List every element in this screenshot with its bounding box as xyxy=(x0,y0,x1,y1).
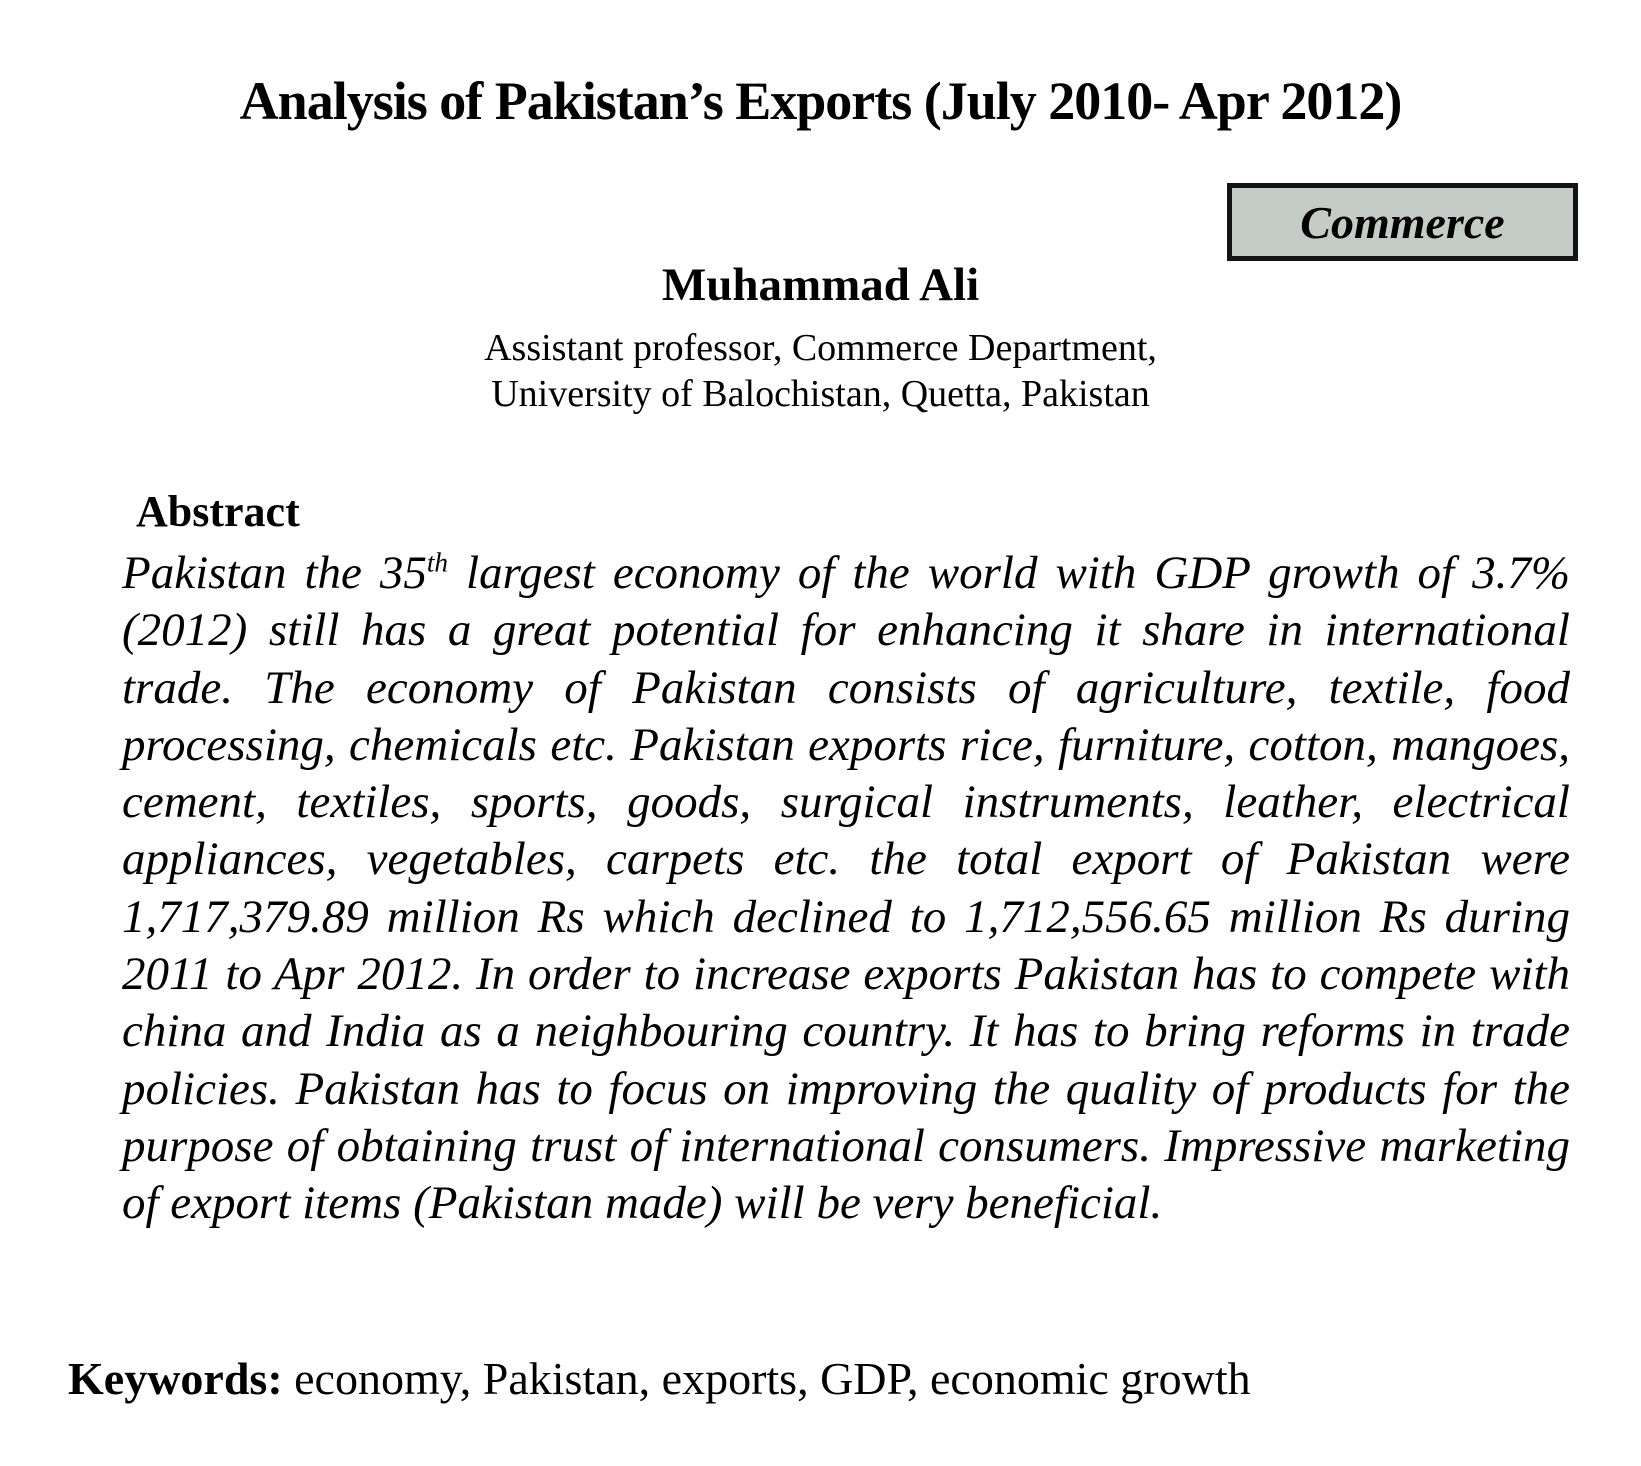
paper-title: Analysis of Pakistan’s Exports (July 2010- Apr 2012) xyxy=(239,71,1402,132)
abstract-paragraph xyxy=(122,545,1570,1233)
keywords-label: Keywords: xyxy=(68,1353,283,1404)
abstract-text-pre: Pakistan the 35 xyxy=(122,547,427,599)
category-badge-label: Commerce xyxy=(1300,196,1505,248)
author-affiliation-line1: Assistant professor, Commerce Department, xyxy=(484,327,1157,369)
abstract-heading: Abstract xyxy=(136,487,300,536)
abstract-text-post: largest economy of the world with GDP growth of 3.7% (2012) still has a great potential for enhancing it share in international trade. The economy of Pakistan consists of agriculture, textile, food processing, chemicals etc. Pakistan exports rice, furniture, cotton, mangoes, cement, textiles, sports, goods, surgical instruments, leather, electrical appliances, vegetables, carpets etc. the total export of Pakistan were 1,717,379.89 million Rs which declined to 1,712,556.65 million Rs during 2011 to Apr 2012. In order to increase exports Pakistan has to compete with china and India as a neighbouring country. It has to bring reforms in trade policies. Pakistan has to focus on improving the quality of products for the purpose of obtaining trust of international consumers. Impressive marketing of export items (Pakistan made) will be very beneficial. xyxy=(122,547,1570,1230)
keywords-line xyxy=(68,1352,1251,1405)
ordinal-superscript: th xyxy=(426,547,449,578)
keywords-text: economy, Pakistan, exports, GDP, economic growth xyxy=(282,1353,1251,1404)
category-badge xyxy=(1227,183,1578,261)
author-name: Muhammad Ali xyxy=(661,259,980,311)
author-affiliation-line2: University of Balochistan, Quetta, Pakistan xyxy=(491,373,1150,415)
